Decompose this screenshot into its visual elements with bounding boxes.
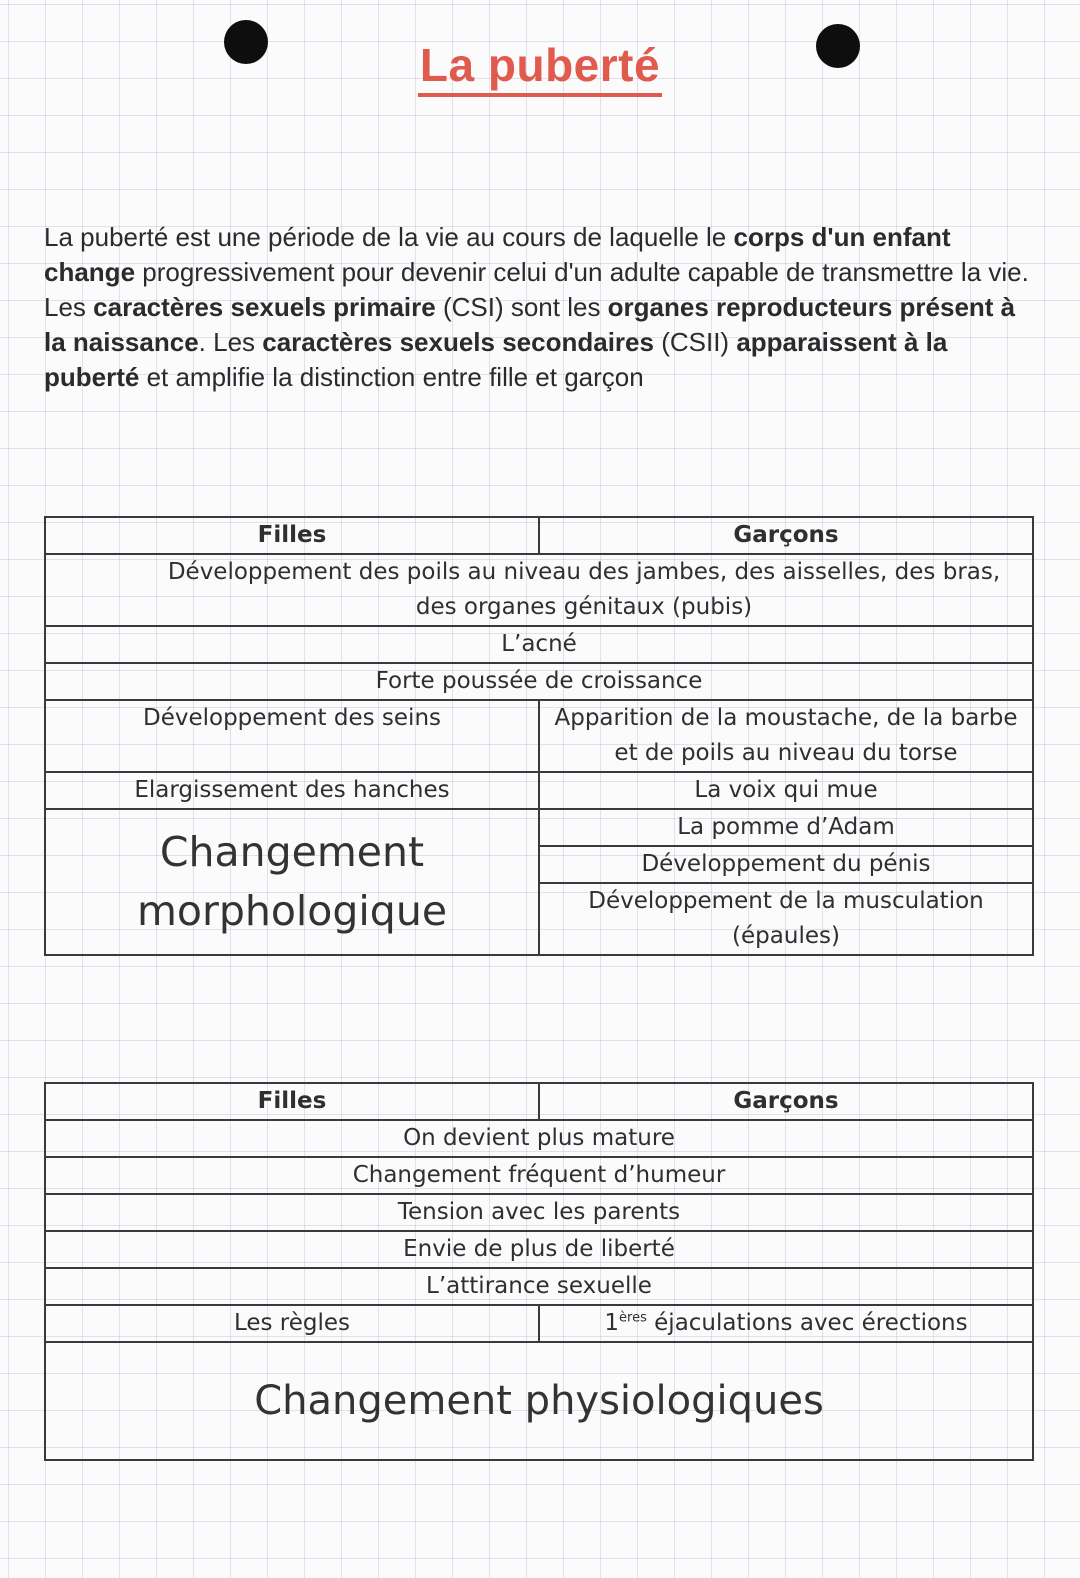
physiological-change-label: Changement physiologiques [45, 1342, 1033, 1460]
shared-change-row: Envie de plus de liberté [45, 1231, 1033, 1268]
intro-text-6: et amplifie la distinction entre fille et garçon [139, 362, 644, 392]
morphological-changes-table [44, 516, 1034, 956]
intro-text-3: (CSI) sont les [435, 292, 608, 322]
boys-change-cell [539, 1305, 1033, 1342]
boys-change-cell: Apparition de la moustache, de la barbe et de poils au niveau du torse [539, 700, 1033, 772]
boys-change-cell: Développement de la musculation (épaules) [539, 883, 1033, 955]
page-title [0, 38, 1080, 92]
column-header-boys: Garçons [539, 517, 1033, 554]
shared-change-row: Tension avec les parents [45, 1194, 1033, 1231]
page-title-text: La puberté [418, 39, 662, 97]
boys-change-cell: Développement du pénis [539, 846, 1033, 883]
intro-bold-2: caractères sexuels primaire [93, 292, 436, 322]
boys-change-text: éjaculations avec érections [646, 1310, 968, 1336]
intro-text-2: progressivement pour devenir celui d'un adulte capable de transmettre la vie. Les [44, 257, 1029, 322]
shared-change-row: Changement fréquent d’humeur [45, 1157, 1033, 1194]
shared-change-row: Développement des poils au niveau des jambes, des aisselles, des bras, des organes génitaux (pubis) [45, 554, 1033, 626]
boys-change-superscript: ères [619, 1310, 647, 1326]
shared-change-row: Forte poussée de croissance [45, 663, 1033, 700]
boys-change-cell: La pomme d’Adam [539, 809, 1033, 846]
intro-paragraph [44, 220, 1034, 395]
girls-change-cell: Les règles [45, 1305, 539, 1342]
shared-change-row: On devient plus mature [45, 1120, 1033, 1157]
intro-bold-3: organes reproducteurs présent à la naissance [44, 292, 1016, 357]
physiological-changes-table [44, 1082, 1034, 1461]
boys-change-cell: La voix qui mue [539, 772, 1033, 809]
boys-change-prefix: 1 [604, 1310, 620, 1336]
column-header-girls: Filles [45, 517, 539, 554]
intro-text-1: La puberté est une période de la vie au cours de laquelle le [44, 222, 734, 252]
intro-text-5: (CSII) [653, 327, 737, 357]
intro-bold-4: caractères sexuels secondaires [262, 327, 654, 357]
column-header-boys: Garçons [539, 1083, 1033, 1120]
intro-bold-5: apparaissent à la puberté [44, 327, 948, 392]
shared-change-row: L’attirance sexuelle [45, 1268, 1033, 1305]
morphological-change-label: Changement morphologique [45, 809, 539, 955]
girls-change-cell: Elargissement des hanches [45, 772, 539, 809]
intro-text-4: . Les [198, 327, 263, 357]
shared-change-row: L’acné [45, 626, 1033, 663]
girls-change-cell: Développement des seins [45, 700, 539, 772]
intro-bold-1: corps d'un enfant change [44, 222, 951, 287]
column-header-girls: Filles [45, 1083, 539, 1120]
